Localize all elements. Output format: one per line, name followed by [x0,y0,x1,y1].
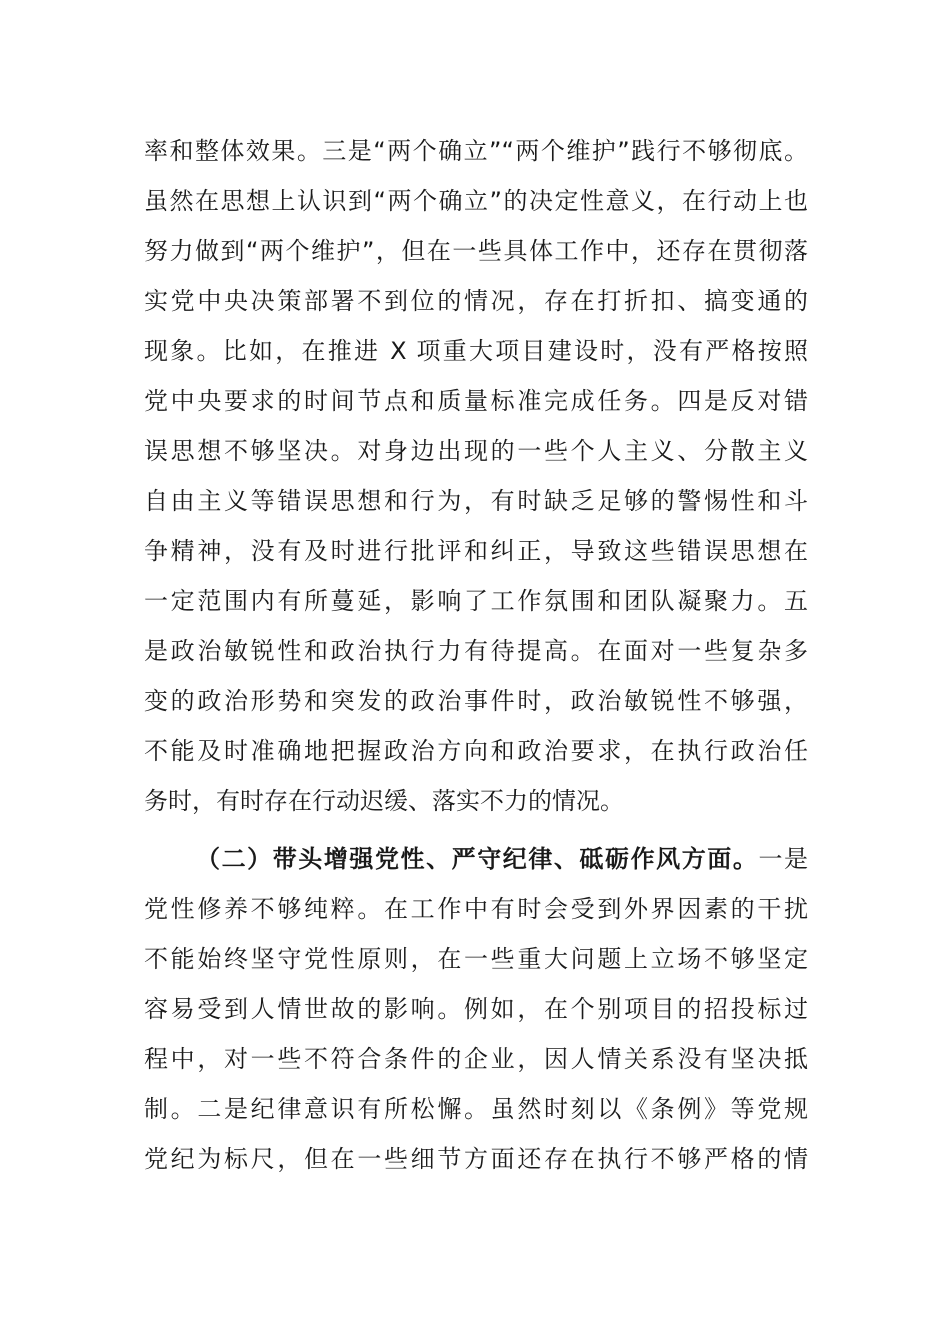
text-line: 程中，对一些不符合条件的企业，因人情关系没有坚决抵 [144,1045,808,1073]
text-line: 率和整体效果。三是“两个确立”“两个维护”践行不够彻底。 [144,137,808,165]
paragraph-party-discipline [144,834,808,1184]
paragraph-political-issues [144,126,808,826]
text-line: 制。二是纪律意识有所松懈。虽然时刻以《条例》等党规 [144,1095,808,1123]
text-line: 务时，有时存在行动迟缓、落实不力的情况。 [144,787,624,815]
text-line: 努力做到“两个维护”，但在一些具体工作中，还存在贯彻落 [144,237,808,265]
text-line: 是政治敏锐性和政治执行力有待提高。在面对一些复杂多 [144,637,808,665]
text-line: 现象。比如，在推进 X 项重大项目建设时，没有严格按照 [144,337,808,365]
text-line: 变的政治形势和突发的政治事件时，政治敏锐性不够强， [144,687,808,715]
text-line: 党性修养不够纯粹。在工作中有时会受到外界因素的干扰 [144,895,808,923]
text-line: 误思想不够坚决。对身边出现的一些个人主义、分散主义 [144,437,808,465]
text-line: 实党中央决策部署不到位的情况，存在打折扣、搞变通的 [144,287,808,315]
text-line: 不能及时准确地把握政治方向和政治要求，在执行政治任 [144,737,808,765]
heading-line-rest: 一是 [758,845,808,873]
text-line: 容易受到人情世故的影响。例如，在个别项目的招投标过 [144,995,808,1023]
text-line: 争精神，没有及时进行批评和纠正，导致这些错误思想在 [144,537,808,565]
text-line: 自由主义等错误思想和行为，有时缺乏足够的警惕性和斗 [144,487,808,515]
text-line: 不能始终坚守党性原则，在一些重大问题上立场不够坚定 [144,945,808,973]
text-line: 党纪为标尺，但在一些细节方面还存在执行不够严格的情 [144,1145,808,1173]
section-heading-line [144,834,808,884]
section-heading: （二）带头增强党性、严守纪律、砥砺作风方面。 [196,845,759,873]
text-line: 一定范围内有所蔓延，影响了工作氛围和团队凝聚力。五 [144,587,808,615]
text-line: 党中央要求的时间节点和质量标准完成任务。四是反对错 [144,387,808,415]
text-line: 虽然在思想上认识到“两个确立”的决定性意义，在行动上也 [144,187,808,215]
